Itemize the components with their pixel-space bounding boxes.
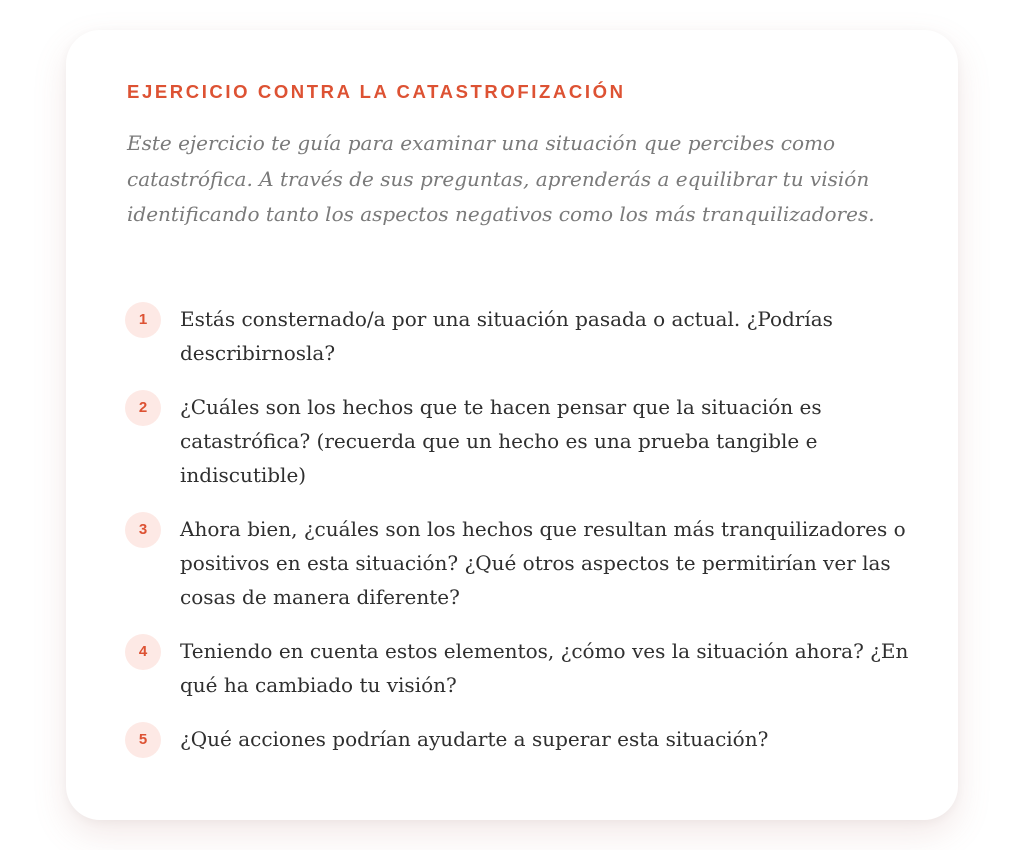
- step-text: Teniendo en cuenta estos elementos, ¿cómo ves la situación ahora? ¿En qué ha cambiado tu visión?: [180, 639, 909, 697]
- step-text: ¿Cuáles son los hechos que te hacen pensar que la situación es catastrófica? (recuerda que un hecho es una prueba tangible e indiscutible): [180, 395, 822, 487]
- step-item: [125, 512, 915, 614]
- step-text: Estás consternado/a por una situación pasada o actual. ¿Podrías describirnosla?: [180, 307, 833, 365]
- step-text: Ahora bien, ¿cuáles son los hechos que resultan más tranquilizadores o positivos en esta situación? ¿Qué otros aspectos te permitirían ver las cosas de manera diferente?: [180, 517, 906, 609]
- step-item: [125, 302, 915, 370]
- step-item: [125, 390, 915, 492]
- exercise-intro: Este ejercicio te guía para examinar una situación que percibes como catastrófica. A través de sus preguntas, aprenderás a equilibrar tu visión identificando tanto los aspectos negativos como los más tranquilizadores.: [127, 131, 875, 226]
- step-text: ¿Qué acciones podrían ayudarte a superar esta situación?: [180, 727, 769, 751]
- step-number-badge: 1: [125, 302, 161, 338]
- step-item: [125, 634, 915, 702]
- step-number-badge: 4: [125, 634, 161, 670]
- step-number-badge: 3: [125, 512, 161, 548]
- steps-list: [125, 302, 915, 776]
- exercise-card: [66, 30, 958, 820]
- step-item: [125, 722, 915, 756]
- step-number-badge: 5: [125, 722, 161, 758]
- exercise-title: EJERCICIO CONTRA LA CATASTROFIZACIÓN: [127, 81, 626, 102]
- step-number-badge: 2: [125, 390, 161, 426]
